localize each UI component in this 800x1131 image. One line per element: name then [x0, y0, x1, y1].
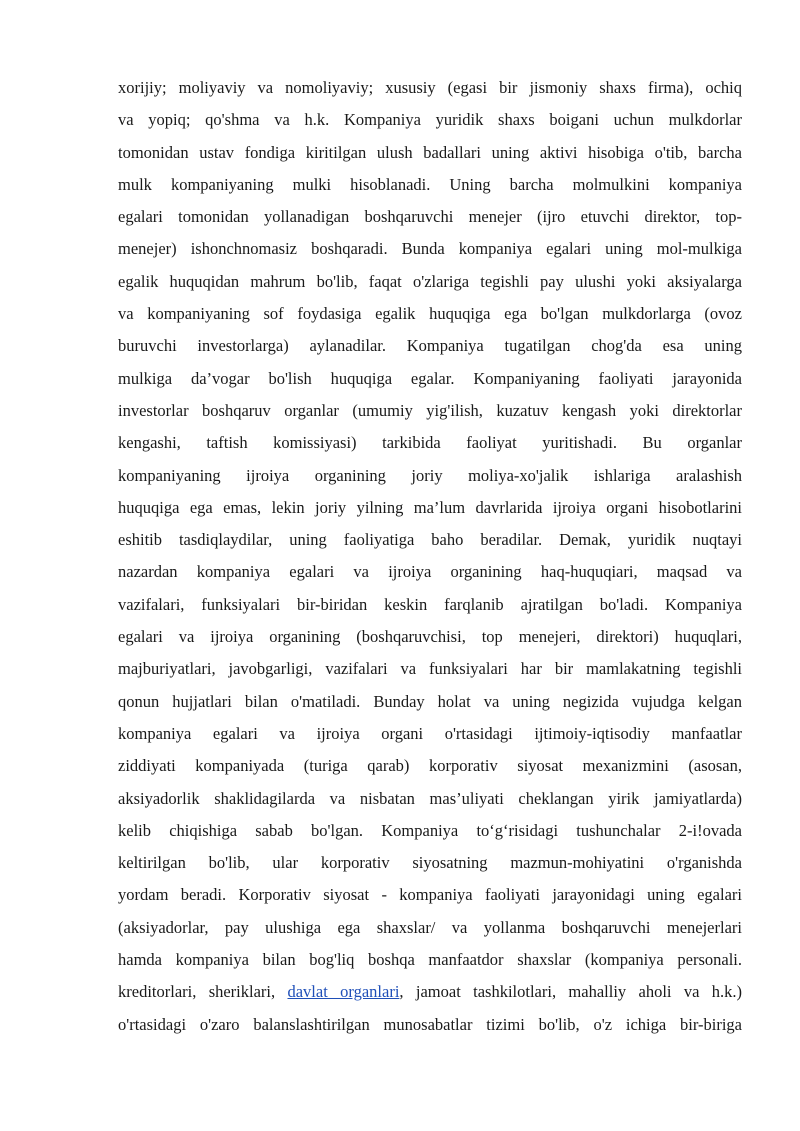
text-line: hamda kompaniya bilan bog'liq boshqa manfaatdor shaxslar (kompaniya personali. [118, 950, 742, 970]
text-line: kompaniya egalari va ijroiya organi o'rtasidagi ijtimoiy-iqtisodiy manfaatlar [118, 723, 742, 743]
text-line: o'rtasidagi o'zaro balanslashtirilgan munosabatlar tizimi bo'lib, o'z ichiga bir-biriga [118, 1014, 742, 1034]
text-line: majburiyatlari, javobgarligi, vazifalari va funksiyalari har bir mamlakatning tegishli [118, 659, 742, 679]
text-line: aksiyadorlik shaklidagilarda va nisbatan mas’uliyati cheklangan yirik jamiyatlarda) [118, 788, 742, 808]
text-line: va kompaniyaning sof foydasiga egalik huquqiga ega bo'lgan mulkdorlarga (ovoz [118, 304, 742, 324]
text-segment: kreditorlari, sheriklari, [118, 982, 288, 1002]
text-line-with-link [118, 976, 742, 1008]
text-line: mulkiga da’vogar bo'lish huquqiga egalar. Kompaniyaning faoliyati jarayonida [118, 368, 742, 388]
text-line: ziddiyati kompaniyada (turiga qarab) korporativ siyosat mexanizmini (asosan, [118, 756, 742, 776]
text-line: mulk kompaniyaning mulki hisoblanadi. Uning barcha molmulkini kompaniya [118, 174, 742, 194]
text-line: xorijiy; moliyaviy va nomoliyaviy; xususiy (egasi bir jismoniy shaxs firma), ochiq [118, 78, 742, 97]
text-line: kelib chiqishiga sabab bo'lgan. Kompaniya to‘g‘risidagi tushunchalar 2-i!ovada [118, 820, 742, 840]
text-line: eshitib tasdiqlaydilar, uning faoliyatiga baho beradilar. Demak, yuridik nuqtayi [118, 530, 742, 550]
text-line: investorlar boshqaruv organlar (umumiy yig'ilish, kuzatuv kengash yoki direktorlar [118, 400, 742, 420]
body-text [118, 72, 742, 1041]
text-line: keltirilgan bo'lib, ular korporativ siyosatning mazmun-mohiyatini o'rganishda [118, 853, 742, 873]
text-line: tomonidan ustav fondiga kiritilgan ulush badallari uning aktivi hisobiga o'tib, barcha [118, 142, 742, 162]
text-line: va yopiq; qo'shma va h.k. Kompaniya yuridik shaxs boigani uchun mulkdorlar [118, 110, 742, 130]
text-line: qonun hujjatlari bilan o'matiladi. Bunday holat va uning negizida vujudga kelgan [118, 691, 742, 711]
text-line: menejer) ishonchnomasiz boshqaradi. Bunda kompaniya egalari uning mol-mulkiga [118, 239, 742, 259]
text-line: nazardan kompaniya egalari va ijroiya organining haq-huquqiari, maqsad va [118, 562, 742, 582]
text-line: vazifalari, funksiyalari bir-biridan keskin farqlanib ajratilgan bo'ladi. Kompaniya [118, 594, 742, 614]
davlat-organlari-link[interactable]: davlat organlari [287, 982, 400, 1002]
text-line: huquqiga ega emas, lekin joriy yilning ma’lum davrlarida ijroiya organi hisobotlarini [118, 497, 742, 517]
text-line: (aksiyadorlar, pay ulushiga ega shaxslar/ va yollanma boshqaruvchi menejerlari [118, 917, 742, 937]
text-line: buruvchi investorlarga) aylanadilar. Kompaniya tugatilgan chog'da esa uning [118, 336, 742, 356]
text-line: yordam beradi. Korporativ siyosat - kompaniya faoliyati jarayonidagi uning egalari [118, 885, 742, 905]
text-line: egalik huquqidan mahrum bo'lib, faqat o'zlariga tegishli pay ulushi yoki aksiyalarga [118, 271, 742, 291]
text-line: egalari tomonidan yollanadigan boshqaruvchi menejer (ijro etuvchi direktor, top- [118, 207, 742, 227]
text-line: kengashi, taftish komissiyasi) tarkibida faoliyat yuritishadi. Bu organlar [118, 433, 742, 453]
text-line: egalari va ijroiya organining (boshqaruvchisi, top menejeri, direktori) huquqlari, [118, 627, 742, 647]
text-segment: , jamoat tashkilotlari, mahalliy aholi va h.k.) [399, 982, 742, 1002]
text-line: kompaniyaning ijroiya organining joriy moliya-xo'jalik ishlariga aralashish [118, 465, 742, 485]
